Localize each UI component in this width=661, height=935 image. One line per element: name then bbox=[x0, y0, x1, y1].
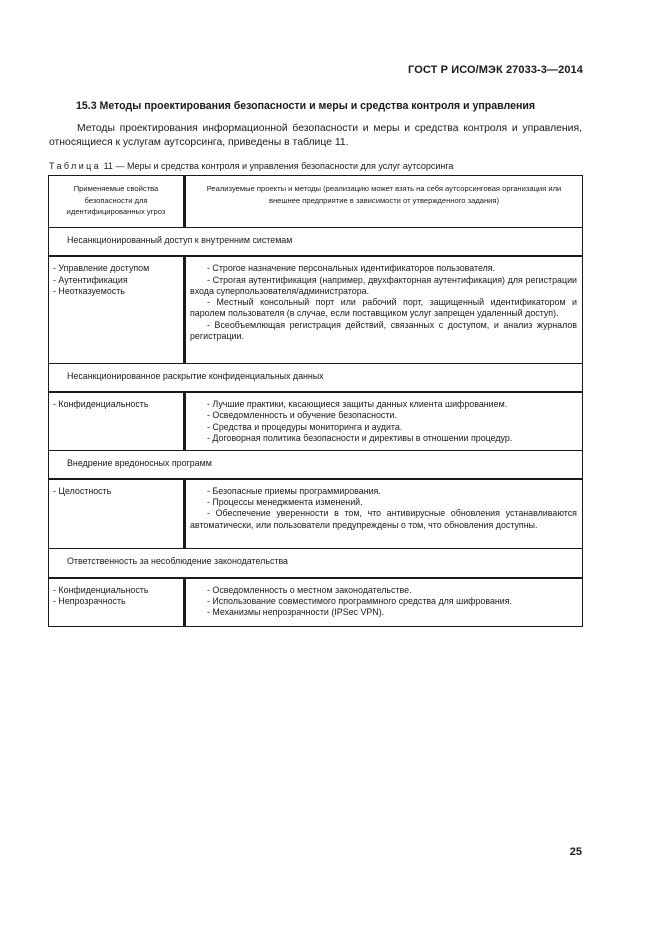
table-group-row bbox=[49, 363, 583, 392]
column-header-properties: Применяемые свойства безопасности для идентифицированных угроз bbox=[49, 176, 185, 228]
property-item: - Непрозрачность bbox=[53, 595, 126, 606]
group-title: Ответственность за несоблюдение законодательства bbox=[49, 549, 583, 578]
group-title: Несанкционированный доступ к внутренним системам bbox=[49, 228, 583, 257]
table-caption-prefix: Таблица bbox=[49, 161, 102, 171]
page-number: 25 bbox=[569, 846, 582, 858]
measure-item: - Процессы менеджмента изменений. bbox=[207, 497, 363, 508]
measures-cell bbox=[185, 392, 583, 450]
group-title: Внедрение вредоносных программ bbox=[49, 450, 583, 479]
table-group-row bbox=[49, 228, 583, 257]
section-title: 15.3 Методы проектирования безопасности и меры и средства контроля и управления bbox=[76, 100, 536, 112]
measure-item: - Договорная политика безопасности и директивы в отношении процедур. bbox=[207, 432, 513, 443]
table-caption bbox=[49, 161, 453, 171]
measure-item: - Строгая аутентификация (например, двухфакторная аутентификация) для регистрации входа суперпользователя/администратора. bbox=[190, 274, 577, 296]
measure-item: - Строгое назначение персональных идентификаторов пользователя. bbox=[207, 263, 496, 274]
table-caption-rest: 11 — Меры и средства контроля и управления безопасности для услуг аутсорсинга bbox=[101, 161, 454, 171]
table-group-row bbox=[49, 549, 583, 578]
column-header-measures: Реализуемые проекты и методы (реализацию может взять на себя аутсорсинговая организация или внешнее предприятие в зависимости от утвержденного задания) bbox=[185, 176, 583, 228]
measure-item: - Обеспечение уверенности в том, что антивирусные обновления устанавливаются автоматически, или пользователи предупреждены о том, что обновления доступны. bbox=[190, 508, 577, 530]
properties-cell bbox=[49, 256, 185, 363]
measure-item: - Лучшие практики, касающиеся защиты данных клиента шифрованием. bbox=[207, 399, 508, 410]
table-row bbox=[49, 256, 583, 363]
property-item: - Целостность bbox=[53, 485, 112, 496]
measure-item: - Механизмы непрозрачности (IPSec VPN). bbox=[207, 607, 385, 618]
measure-item: - Средства и процедуры мониторинга и аудита. bbox=[207, 421, 403, 432]
measure-item: - Местный консольный порт или рабочий порт, защищенный идентификатором и паролем пользователя (в случае, если поставщиком услуг запрещен удаленный доступ). bbox=[190, 297, 577, 319]
measure-item: - Всеобъемлющая регистрация действий, связанных с доступом, и анализ журналов регистрации. bbox=[190, 319, 577, 342]
properties-cell bbox=[49, 578, 185, 627]
properties-cell bbox=[49, 479, 185, 549]
property-item: - Управление доступом bbox=[53, 263, 150, 274]
table-row bbox=[49, 479, 583, 549]
table-header-row bbox=[49, 176, 583, 228]
table-row bbox=[49, 392, 583, 450]
measure-item: - Осведомленность и обучение безопасности. bbox=[207, 410, 397, 421]
security-controls-table bbox=[48, 175, 583, 627]
property-item: - Неотказуемость bbox=[53, 285, 125, 296]
measures-cell bbox=[185, 256, 583, 363]
measures-cell bbox=[185, 578, 583, 627]
table-row bbox=[49, 578, 583, 627]
intro-paragraph: Методы проектирования информационной безопасности и меры и средства контроля и управления, относящиеся к услугам аутсорсинга, приведены в таблице 11. bbox=[49, 123, 582, 148]
group-title: Несанкционированное раскрытие конфиденциальных данных bbox=[49, 363, 583, 392]
property-item: - Конфиденциальность bbox=[53, 399, 149, 410]
property-item: - Аутентификация bbox=[53, 274, 128, 285]
properties-cell bbox=[49, 392, 185, 450]
measure-item: - Осведомленность о местном законодательстве. bbox=[207, 584, 412, 595]
property-item: - Конфиденциальность bbox=[53, 584, 149, 595]
measure-item: - Безопасные приемы программирования. bbox=[207, 485, 381, 496]
measure-item: - Использование совместимого программного средства для шифрования. bbox=[207, 595, 513, 606]
table-group-row bbox=[49, 450, 583, 479]
standard-code: ГОСТ Р ИСО/МЭК 27033-3—2014 bbox=[408, 64, 583, 76]
measures-cell bbox=[185, 479, 583, 549]
